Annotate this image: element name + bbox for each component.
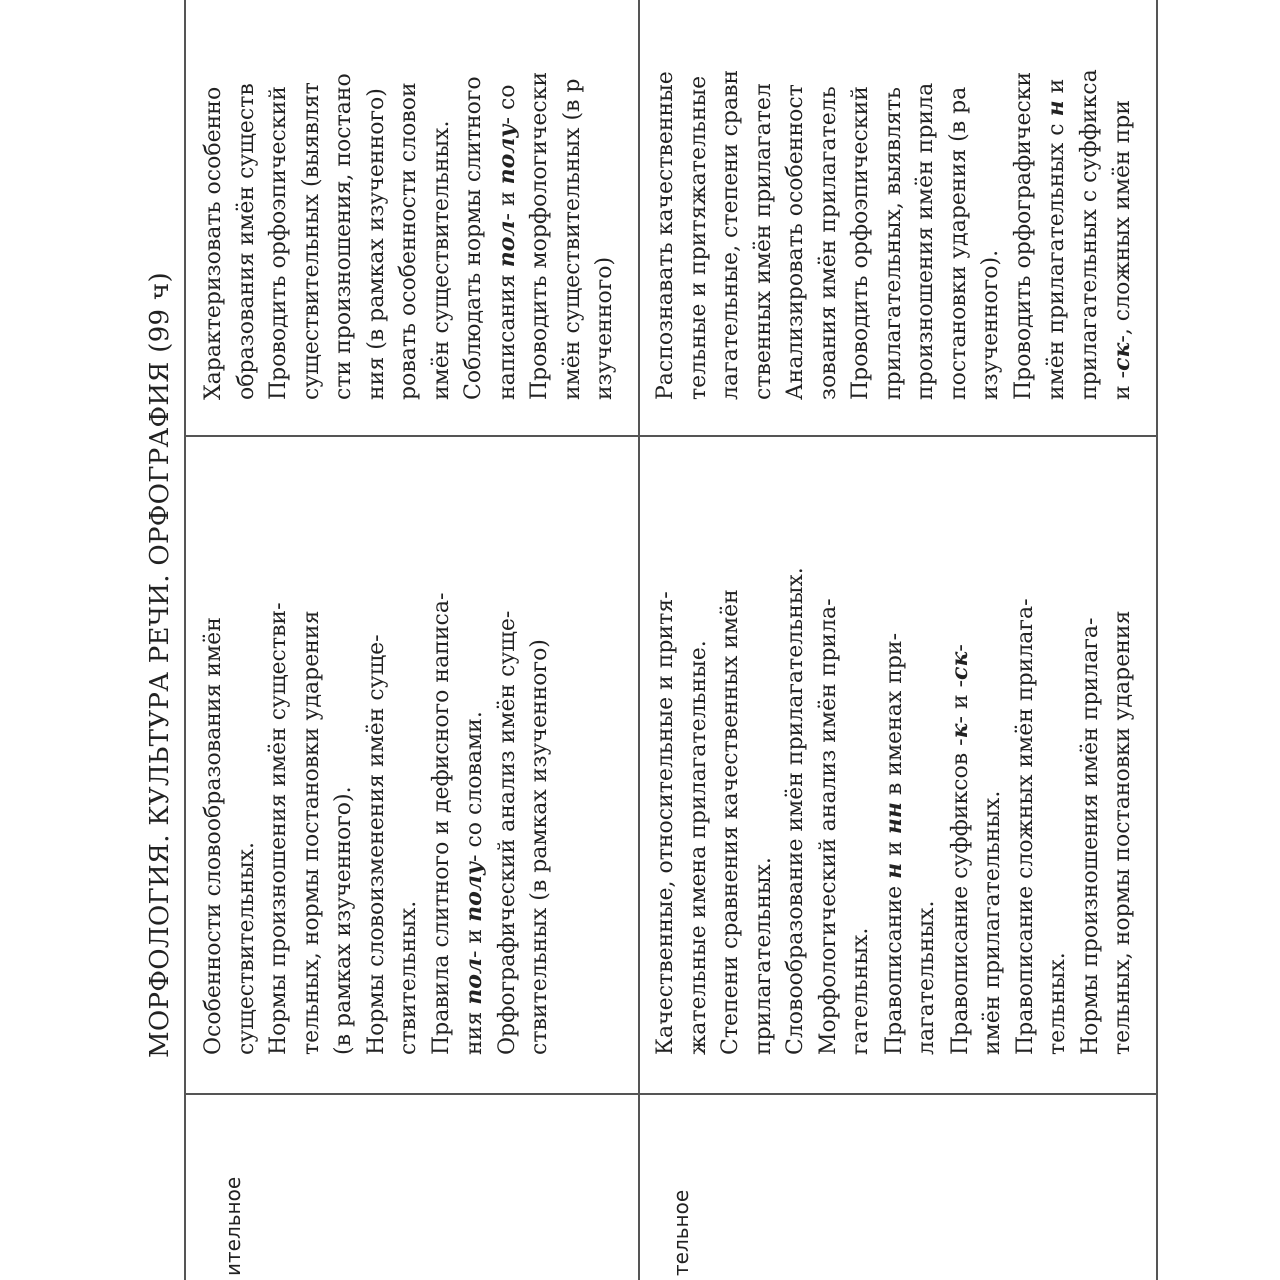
section-heading: МОРФОЛОГИЯ. КУЛЬТУРА РЕЧИ. ОРФОГРАФИЯ (99 ч): [145, 272, 175, 1058]
text-fragment: Правописание суффиксов -: [947, 738, 973, 1055]
text-line: зования имён прилагатель: [815, 86, 841, 400]
text-line: Нормы произношения имён прилага-: [1077, 617, 1103, 1055]
text-line: Проводить орфоэпический: [848, 86, 873, 400]
row-divider: [638, 0, 640, 1280]
text-fragment: и: [1044, 78, 1069, 101]
content-cell-nouns: [198, 455, 557, 1055]
text-fragment: написания: [494, 267, 520, 400]
text-line: тельных, нормы постановки ударения: [298, 610, 324, 1055]
emphasized-morpheme: н: [1043, 100, 1069, 117]
text-line: прилагательных с суффикса: [1076, 69, 1102, 400]
text-line: образования имён существ: [233, 83, 259, 400]
rotated-page: [120, 0, 1160, 1280]
column-divider-left: [184, 1093, 1158, 1095]
text-line: Проводить орфоэпический: [266, 86, 291, 400]
side-label-1: ительное: [221, 1176, 245, 1276]
text-fragment: - и: [462, 921, 487, 959]
text-line: изученного): [592, 256, 617, 400]
text-line: [1106, 0, 1140, 400]
text-line: лагательные, степени сравн: [718, 69, 743, 400]
text-line: Характеризовать особенно: [201, 86, 226, 400]
emphasized-morpheme: пол: [461, 958, 487, 1005]
text-line: ровать особенности словои: [396, 82, 421, 400]
emphasized-morpheme: нн: [880, 802, 907, 835]
text-fragment: -: [947, 644, 973, 652]
text-line: тельные и притяжательные: [685, 75, 711, 400]
text-fragment: - и -: [947, 679, 973, 724]
text-line: Морфологический анализ имён прила-: [815, 598, 841, 1055]
text-line: имён прилагательных.: [980, 790, 1005, 1055]
text-line: прилагательных.: [750, 857, 776, 1055]
text-line: ствительных (в рамках изученного): [527, 639, 552, 1055]
text-line: Особенности словообразования имён: [201, 617, 226, 1055]
text-line: Соблюдать нормы слитного: [461, 76, 486, 400]
text-line: ствительных.: [396, 900, 421, 1055]
text-fragment: -, сложных имён при: [1110, 99, 1135, 343]
text-line: (в рамках изученного).: [331, 786, 356, 1055]
text-fragment: и -: [1110, 370, 1135, 400]
text-line: Правописание сложных имён прилага-: [1012, 598, 1038, 1055]
text-fragment: и: [881, 834, 907, 863]
text-fragment: - со: [494, 84, 520, 125]
text-line: [878, 455, 912, 1055]
text-line: Правила слитного и дефисного написа-: [428, 592, 454, 1055]
text-line: имён существительных.: [428, 120, 454, 400]
text-line: [458, 455, 492, 1055]
text-line: прилагательных, выявлять: [880, 86, 906, 400]
text-line: Распознавать качественные: [653, 71, 678, 400]
text-line: изученного).: [978, 249, 1003, 400]
table-bottom-rule: [1156, 0, 1158, 1280]
rule-under-heading: [184, 0, 186, 1280]
text-line: Проводить орфографически: [1010, 71, 1036, 400]
text-line: ния (в рамках изученного): [363, 88, 389, 400]
text-fragment: ния: [462, 1004, 487, 1055]
emphasized-morpheme: полу: [493, 124, 520, 185]
text-line: жательные имена прилагательные.: [685, 640, 711, 1055]
text-fragment: имён прилагательных с: [1044, 116, 1069, 400]
side-label-2: тельное: [669, 1189, 693, 1276]
activities-cell-nouns: [198, 0, 622, 400]
text-line: тельных.: [1045, 952, 1070, 1055]
text-line: Качественные, относительные и притя-: [653, 591, 678, 1055]
text-line: Нормы произношения имён существи-: [266, 602, 291, 1055]
text-line: сти произношения, постано: [331, 73, 356, 400]
text-line: Словообразование имён прилагательных.: [783, 567, 808, 1055]
text-line: имён существительных (в р: [559, 78, 585, 400]
emphasized-morpheme: к: [946, 723, 973, 739]
text-fragment: - и: [494, 184, 520, 221]
text-line: гательных.: [848, 927, 873, 1055]
text-line: Орфографический анализ имён суще-: [494, 610, 520, 1055]
emphasized-morpheme: пол: [493, 220, 520, 268]
text-fragment: в именах при-: [881, 632, 907, 803]
text-line: Степени сравнения качественных имён: [718, 589, 743, 1055]
content-cell-adjectives: [650, 455, 1140, 1055]
text-line: лагательных.: [914, 900, 939, 1055]
text-line: произношения имён прила: [913, 82, 938, 400]
text-fragment: - со словами.: [462, 711, 487, 862]
emphasized-morpheme: полу: [461, 861, 487, 922]
text-line: существительных.: [233, 842, 259, 1055]
activities-cell-adjectives: [650, 0, 1140, 400]
text-line: тельных, нормы постановки ударения: [1110, 610, 1135, 1055]
text-line: Проводить морфологически: [527, 71, 552, 400]
text-line: ственных имён прилагател: [750, 83, 776, 400]
emphasized-morpheme: н: [880, 862, 907, 879]
emphasized-morpheme: ск: [1109, 342, 1135, 371]
text-line: [1040, 0, 1074, 400]
text-fragment: Правописание: [881, 878, 907, 1055]
text-line: Нормы словоизменения имён суще-: [363, 634, 389, 1055]
text-line: существительных (выявлят: [298, 82, 324, 400]
text-line: Анализировать особенност: [783, 84, 808, 400]
text-line: [491, 0, 525, 400]
text-line: [944, 455, 978, 1055]
emphasized-morpheme: ск: [946, 651, 973, 680]
column-divider-right: [184, 435, 1158, 437]
text-line: постановки ударения (в ра: [945, 86, 971, 400]
